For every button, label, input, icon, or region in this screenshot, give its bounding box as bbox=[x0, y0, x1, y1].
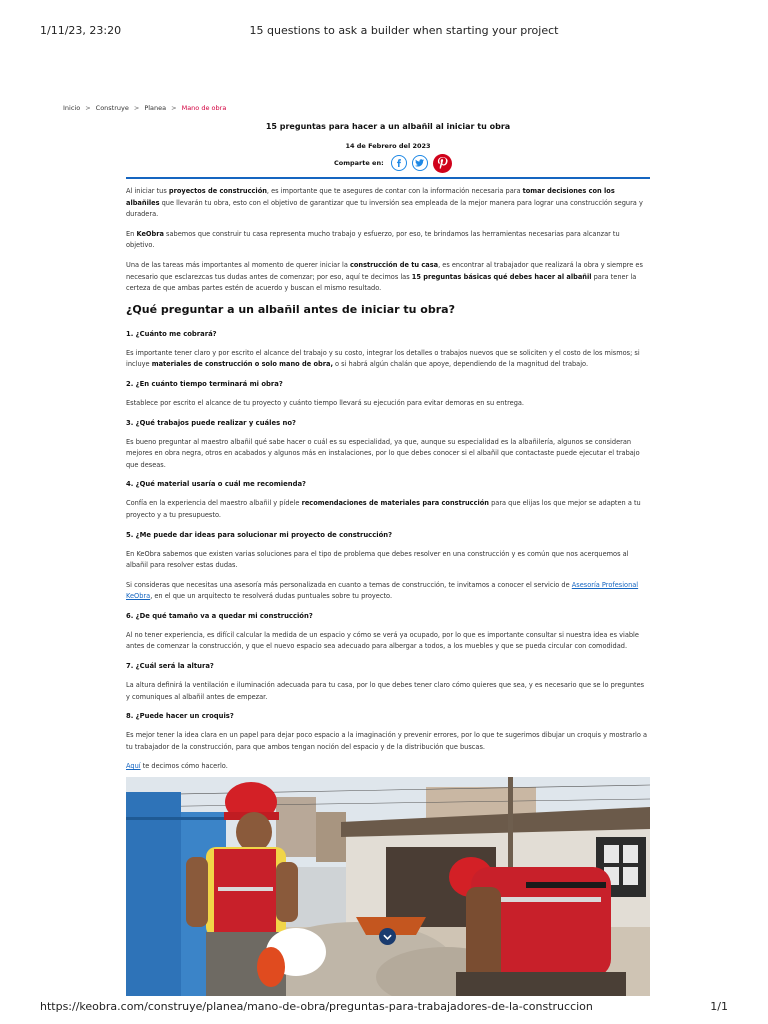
title-divider bbox=[126, 177, 650, 179]
intro-paragraph-1 bbox=[126, 186, 650, 221]
text-span: Es importante tener claro y por escrito el alcance del trabajo y su costo, integrar los detalles o trabajos nuevos que se soliciten y el costo de los mismos; si incluye bbox=[126, 348, 640, 369]
text-span: Al iniciar tus bbox=[126, 187, 169, 195]
question-1: 1. ¿Cuánto me cobrará? bbox=[126, 329, 217, 338]
answer-8: Es mejor tener la idea clara en un papel para dejar poco espacio a la imaginación y prevenir errores, por lo que te sugerimos dibujar un croquis y mostrarlo a tu trabajador de la construcción, para que ambos tengan noción del espacio y de la distribución que buscas. bbox=[126, 731, 648, 751]
answer-6: Al no tener experiencia, es difícil calcular la medida de un espacio y cómo se verá ya ocupado, por lo que es importante consultar si nuestra idea es viable antes de comenzar la construcción, y que el nuevo espacio sea adecuado para albergar a todos, a los muebles y que se pueda circular con comodidad. bbox=[126, 630, 639, 651]
aqui-link[interactable]: Aquí bbox=[126, 762, 141, 771]
article-body bbox=[126, 186, 650, 781]
bold-text: 15 preguntas básicas qué debes hacer al albañil bbox=[411, 272, 592, 281]
answer-7: La altura definirá la ventilación e iluminación adecuada para tu casa, por lo que debes tener claro cómo quieres que sea, y es necesario que se lo preguntes y comuniques al albañil antes de empezar. bbox=[126, 681, 645, 701]
twitter-icon[interactable] bbox=[412, 155, 428, 171]
article-date: 14 de Febrero del 2023 bbox=[345, 142, 431, 150]
text-span: , es encontrar al trabajador que realizará la obra y siempre es necesario que esclarezcas tus dudas antes de comenzar; por eso, aquí te decimos las bbox=[126, 260, 643, 281]
answer-5-advisory bbox=[126, 580, 650, 603]
question-6: 6. ¿De qué tamaño va a quedar mi construcción? bbox=[126, 611, 313, 620]
text-span: te decimos cómo hacerlo. bbox=[140, 762, 228, 771]
bold-text: recomendaciones de materiales para construcción bbox=[301, 499, 489, 508]
print-footer bbox=[40, 1000, 728, 1014]
breadcrumb-inicio[interactable]: Inicio bbox=[63, 104, 81, 112]
breadcrumb-separator: > bbox=[171, 104, 177, 112]
answer-2: Establece por escrito el alcance de tu proyecto y cuánto tiempo llevará su ejecución para evitar demoras en su entrega. bbox=[126, 398, 525, 407]
text-span: , en el que un arquitecto te resolverá dudas puntuales sobre tu proyecto. bbox=[150, 592, 393, 601]
bold-text: tomar decisiones con los albañiles bbox=[126, 187, 615, 207]
chevron-down-icon[interactable] bbox=[379, 928, 396, 945]
answer-8-howto bbox=[126, 761, 650, 773]
print-title: 15 questions to ask a builder when starting your project bbox=[249, 24, 559, 37]
intro-paragraph-2 bbox=[126, 229, 650, 252]
answer-3: Es bueno preguntar al maestro albañil qué sabe hacer o cuál es su especialidad, ya que, aunque su especialidad es la albañilería, algunos se consideran mejores en obra negra, otros en acabados y algunos más en instalaciones, por lo que debes conocer si el albañil que contactaste puede ejecutar el trabajo que deseas. bbox=[126, 437, 640, 469]
print-header bbox=[40, 24, 728, 38]
question-7: 7. ¿Cuál será la altura? bbox=[126, 662, 214, 671]
text-span: Si consideras que necesitas una asesoría más personalizada en cuanto a temas de construcción, te invitamos a conocer el servicio de bbox=[126, 580, 572, 589]
text-span: o si habrá algún chalán que apoye, dependiendo de la magnitud del trabajo. bbox=[332, 360, 589, 369]
breadcrumb bbox=[63, 104, 226, 112]
bold-text: KeObra bbox=[136, 229, 164, 238]
print-page-number: 1/1 bbox=[710, 1000, 728, 1013]
question-8: 8. ¿Puede hacer un croquis? bbox=[126, 712, 234, 721]
text-span: que llevarán tu obra, esto con el objetivo de garantizar que tu inversión sea empleada de la mejor manera para lograr una construcción segura y duradera. bbox=[126, 198, 643, 219]
facebook-icon[interactable] bbox=[391, 155, 407, 171]
breadcrumb-separator: > bbox=[133, 104, 140, 112]
share-bar bbox=[334, 153, 452, 173]
breadcrumb-planea[interactable]: Planea bbox=[144, 104, 167, 112]
share-label: Comparte en: bbox=[334, 159, 384, 167]
text-span: Una de las tareas más importantes al momento de querer iniciar la bbox=[126, 260, 350, 269]
construction-photo bbox=[126, 777, 650, 996]
breadcrumb-construye[interactable]: Construye bbox=[95, 104, 129, 112]
question-3: 3. ¿Qué trabajos puede realizar y cuáles no? bbox=[126, 418, 296, 427]
breadcrumb-current[interactable]: Mano de obra bbox=[181, 104, 227, 112]
bold-text: construcción de tu casa bbox=[349, 260, 439, 269]
answer-1 bbox=[126, 348, 650, 371]
article-title: 15 preguntas para hacer a un albañil al iniciar tu obra bbox=[265, 122, 511, 131]
intro-paragraph-3 bbox=[126, 260, 650, 295]
asesoria-link[interactable]: Asesoría Profesional KeObra bbox=[126, 580, 639, 601]
question-5: 5. ¿Me puede dar ideas para solucionar mi proyecto de construcción? bbox=[126, 530, 393, 539]
pinterest-icon[interactable] bbox=[433, 154, 452, 173]
bold-text: materiales de construcción o solo mano de obra, bbox=[151, 360, 333, 369]
bold-text: proyectos de construcción bbox=[168, 187, 267, 195]
print-datetime: 1/11/23, 23:20 bbox=[40, 24, 122, 37]
print-url: https://keobra.com/construye/planea/mano-de-obra/preguntas-para-trabajadores-de-la-construccion bbox=[40, 1000, 593, 1013]
answer-4 bbox=[126, 498, 650, 521]
question-4: 4. ¿Qué material usaría o cuál me recomienda? bbox=[126, 480, 306, 489]
section-heading: ¿Qué preguntar a un albañil antes de iniciar tu obra? bbox=[126, 302, 455, 316]
text-span: para tener la certeza de que ambas partes estén de acuerdo y buscan el mismo resultado. bbox=[126, 272, 637, 293]
text-span: En bbox=[126, 229, 137, 238]
text-span: sabemos que construir tu casa representa mucho trabajo y esfuerzo, por eso, te brindamos las herramientas necesarias para alcanzar tu objetivo. bbox=[126, 229, 620, 250]
text-span: , es importante que te asegures de contar con la información necesaria para bbox=[266, 187, 523, 195]
text-span: para que elijas los que mejor se adapten a tu proyecto y a tu presupuesto. bbox=[126, 499, 641, 519]
text-span: Confía en la experiencia del maestro albañil y pídele bbox=[126, 499, 302, 508]
breadcrumb-separator: > bbox=[85, 104, 91, 112]
answer-5: En KeObra sabemos que existen varias soluciones para el tipo de problema que debes resolver en una construcción y es común que nos acerquemos al albañil para resolver estas dudas. bbox=[126, 549, 629, 570]
question-2: 2. ¿En cuánto tiempo terminará mi obra? bbox=[126, 379, 283, 388]
